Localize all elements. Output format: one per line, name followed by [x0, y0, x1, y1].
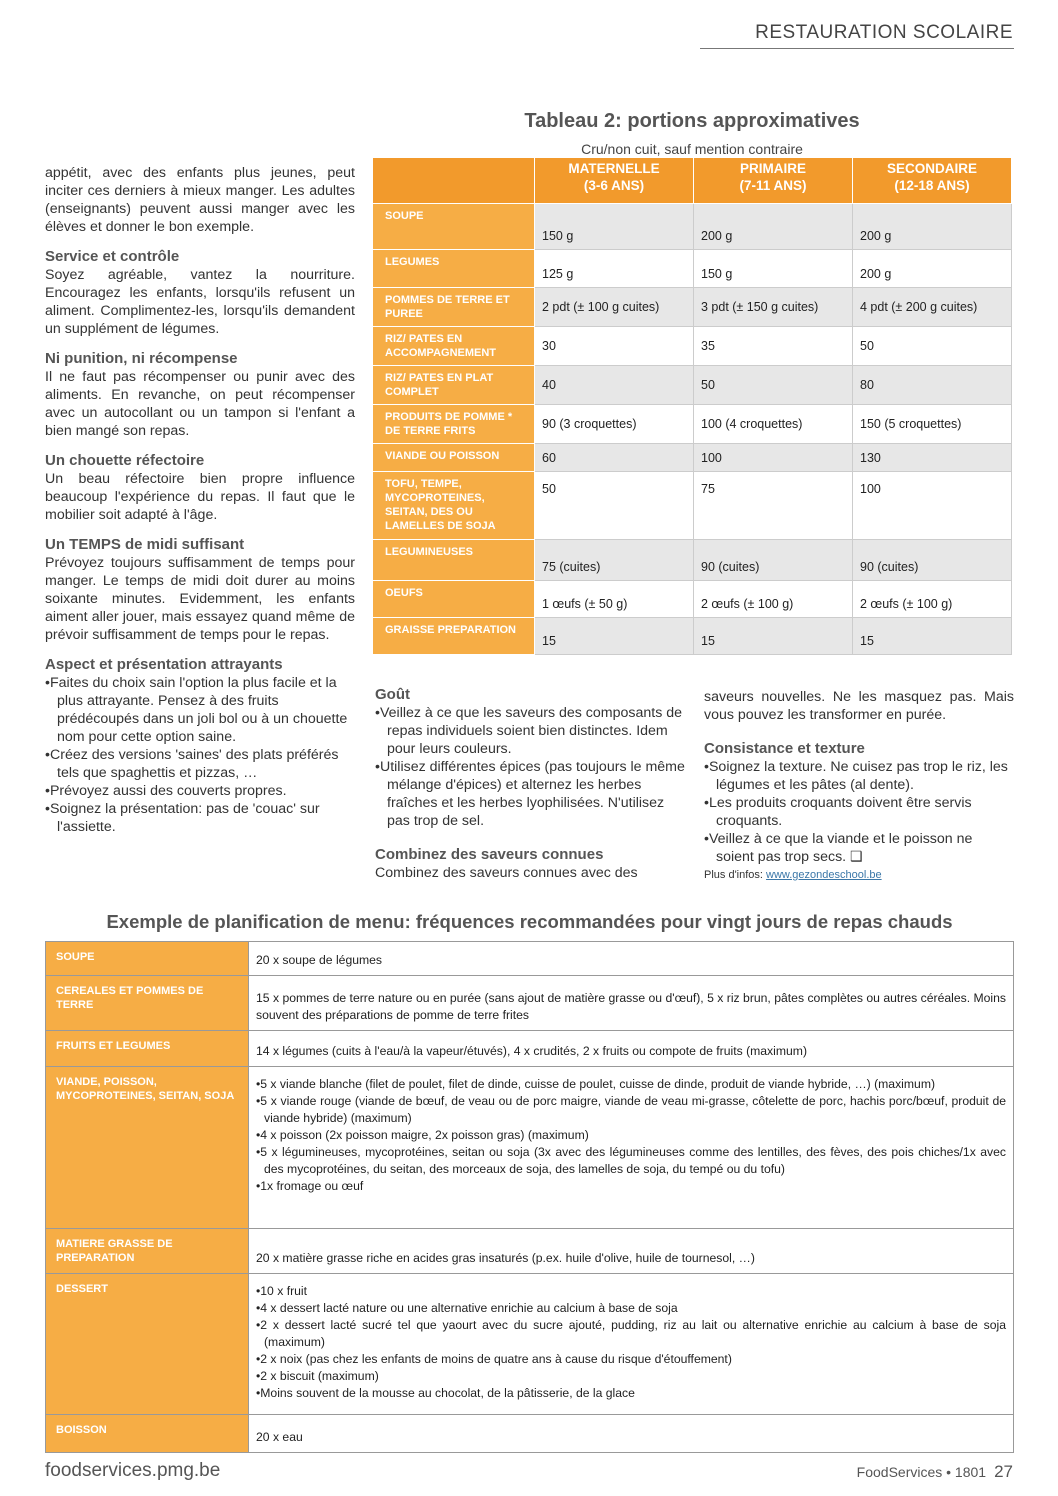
- bullet-item: • Veillez à ce que les saveurs des composants de repas individuels soient bien distinctes. Idem pour leurs couleurs.: [375, 704, 685, 758]
- table-cell: 15: [694, 618, 853, 655]
- menu-row: [46, 1274, 1014, 1415]
- bullet-item: • Prévoyez aussi des couverts propres.: [45, 782, 355, 800]
- menu-row-value: 20 x soupe de légumes: [249, 942, 1014, 976]
- table-row: [373, 581, 1012, 618]
- table-cell: 50: [694, 366, 853, 405]
- menu-row-label: CEREALES ET POMMES DE TERRE: [46, 976, 249, 1031]
- table-corner: [373, 158, 535, 204]
- menu-row-value: 15 x pommes de terre nature ou en purée (sans ajout de matière grasse ou d'œuf), 5 x riz brun, pâtes complètes ou autres céréales. Moins souvent des préparations de pomme de terre frites: [249, 976, 1014, 1031]
- table-cell: 15: [853, 618, 1012, 655]
- menu-row: [46, 976, 1014, 1031]
- table-row: [373, 288, 1012, 327]
- row-label: LEGUMES: [373, 250, 535, 288]
- footer-publication: [857, 1462, 1013, 1482]
- row-label: RIZ/ PATES EN PLAT COMPLET: [373, 366, 535, 405]
- table-row: [373, 472, 1012, 540]
- menu-row-value: 14 x légumes (cuits à l'eau/à la vapeur/étuvés), 4 x crudités, 2 x fruits ou compote de fruits (maximum): [249, 1031, 1014, 1067]
- bullet-item: • Soignez la présentation: pas de 'couac' sur l'assiette.: [45, 800, 355, 836]
- right-column: [704, 688, 1014, 884]
- paragraph-punition: Il ne faut pas récompenser ou punir avec des aliments. En revanche, on peut récompenser avec un autocollant ou un tampon si l'enfant a bien mangé son repas.: [45, 369, 355, 439]
- menu-line: •2 x biscuit (maximum): [256, 1369, 379, 1383]
- column-header-secondaire: SECONDAIRE (12-18 ANS): [853, 158, 1012, 204]
- heading-consistance: Consistance et texture: [704, 740, 865, 757]
- table-cell: 100: [694, 444, 853, 472]
- more-info-link[interactable]: www.gezondeschool.be: [766, 869, 882, 881]
- heading-combinez: Combinez des saveurs connues: [375, 846, 604, 863]
- table-cell: 100: [853, 472, 1012, 540]
- row-label: LEGUMINEUSES: [373, 540, 535, 581]
- left-column: [45, 164, 355, 836]
- heading-refectoire: Un chouette réfectoire: [45, 452, 205, 469]
- table-row: [373, 405, 1012, 444]
- table-cell: 80: [853, 366, 1012, 405]
- portions-table-title: Tableau 2: portions approximatives: [524, 110, 860, 132]
- bullet-item: • Faites du choix sain l'option la plus facile et la plus attrayante. Pensez à des fruits prédécoupés dans un joli bol ou à un chouette nom pour cette option saine.: [45, 674, 355, 746]
- menu-line: •5 x légumineuses, mycoprotéines, seitan ou soja (3x avec des légumineuses comme des lentilles, des fèves, des pois chiches/1x avec des mycoprotéines, du seitan, des morceaux de soja, des lamelles de soja, du tempé ou du tofu): [256, 1145, 1006, 1176]
- menu-row-value: 20 x eau: [249, 1415, 1014, 1453]
- table-cell: 30: [535, 327, 694, 366]
- portions-table-subtitle: Cru/non cuit, sauf mention contraire: [581, 141, 803, 157]
- menu-row-label: DESSERT: [46, 1274, 249, 1415]
- paragraph-refectoire: Un beau réfectoire bien propre influence beaucoup l'expérience du repas. Il faut que le mobilier soit adapté à l'âge.: [45, 471, 355, 523]
- table-cell: 150 (5 croquettes): [853, 405, 1012, 444]
- menu-row-value: 20 x matière grasse riche en acides gras insaturés (p.ex. huile d'olive, huile de tournesol, …): [249, 1229, 1014, 1274]
- menu-line: •4 x dessert lacté nature ou une alternative enrichie au calcium à base de soja: [256, 1301, 678, 1315]
- row-label: POMMES DE TERRE ET PUREE: [373, 288, 535, 327]
- table-cell: 2 pdt (± 100 g cuites): [535, 288, 694, 327]
- menu-row-value: [249, 1274, 1014, 1415]
- column-header-primaire: PRIMAIRE (7-11 ANS): [694, 158, 853, 204]
- menu-table-title: Exemple de planification de menu: fréquences recommandées pour vingt jours de repas chauds: [106, 911, 953, 932]
- menu-row-label: MATIERE GRASSE DE PREPARATION: [46, 1229, 249, 1274]
- heading-service: Service et contrôle: [45, 248, 180, 265]
- table-cell: 90 (cuites): [694, 540, 853, 581]
- paragraph-temps: Prévoyez toujours suffisamment de temps pour manger. Le temps de midi doit durer au moins soixante minutes. Evidemment, les enfants aiment aller jouer, mais essayez quand même de prévoir suffisamment de temps pour le repas.: [45, 555, 355, 643]
- table-cell: 2 œufs (± 100 g): [853, 581, 1012, 618]
- footer-site-url[interactable]: foodservices.pmg.be: [45, 1460, 221, 1481]
- header-divider: [700, 48, 1014, 49]
- table-row: [373, 444, 1012, 472]
- table-cell: 60: [535, 444, 694, 472]
- menu-row-label: VIANDE, POISSON, MYCOPROTEINES, SEITAN, SOJA: [46, 1067, 249, 1229]
- row-label: VIANDE OU POISSON: [373, 444, 535, 472]
- row-label: GRAISSE PREPARATION: [373, 618, 535, 655]
- section-header: RESTAURATION SCOLAIRE: [755, 22, 1013, 43]
- table-row: [373, 204, 1012, 250]
- row-label: OEUFS: [373, 581, 535, 618]
- row-label: SOUPE: [373, 204, 535, 250]
- bullet-item: • Veillez à ce que la viande et le poisson ne soient pas trop secs. ❑: [704, 830, 1014, 866]
- table-cell: 4 pdt (± 200 g cuites): [853, 288, 1012, 327]
- table-cell: 2 œufs (± 100 g): [694, 581, 853, 618]
- table-cell: 150 g: [535, 204, 694, 250]
- table-cell: 15: [535, 618, 694, 655]
- menu-line: •Moins souvent de la mousse au chocolat, de la pâtisserie, de la glace: [256, 1386, 635, 1400]
- table-cell: 40: [535, 366, 694, 405]
- heading-temps: Un TEMPS de midi suffisant: [45, 536, 245, 553]
- menu-row: [46, 1067, 1014, 1229]
- menu-row: [46, 1031, 1014, 1067]
- menu-row-value: [249, 1067, 1014, 1229]
- table-row: [373, 366, 1012, 405]
- table-row: [373, 618, 1012, 655]
- row-label: TOFU, TEMPE, MYCOPROTEINES, SEITAN, DES OU LAMELLES DE SOJA: [373, 472, 535, 540]
- menu-line: •10 x fruit: [256, 1284, 308, 1298]
- table-cell: 200 g: [694, 204, 853, 250]
- menu-line: •2 x noix (pas chez les enfants de moins de quatre ans à cause du risque d'étouffement): [256, 1352, 732, 1366]
- table-cell: 50: [535, 472, 694, 540]
- heading-aspect: Aspect et présentation attrayants: [45, 656, 283, 673]
- middle-column: [375, 674, 685, 882]
- menu-row-label: BOISSON: [46, 1415, 249, 1453]
- paragraph-combinez: Combinez des saveurs connues avec des: [375, 865, 638, 881]
- menu-line: •4 x poisson (2x poisson maigre, 2x poisson gras) (maximum): [256, 1128, 589, 1142]
- table-row: [373, 250, 1012, 288]
- menu-line: •5 x viande rouge (viande de bœuf, de veau ou de porc maigre, viande de veau mi-grasse, côtelette de porc, hachis porc/bœuf, produit de viande hybride) (maximum): [256, 1094, 1006, 1125]
- menu-table: [45, 941, 1014, 1453]
- table-cell: 50: [853, 327, 1012, 366]
- table-cell: 75: [694, 472, 853, 540]
- table-cell: 125 g: [535, 250, 694, 288]
- table-row: [373, 540, 1012, 581]
- menu-row: [46, 942, 1014, 976]
- menu-line: •2 x dessert lacté sucré tel que yaourt avec du sucre ajouté, pudding, riz au lait ou alternative enrichie au calcium à base de soja (maximum): [256, 1318, 1006, 1349]
- row-label: PRODUITS DE POMME * DE TERRE FRITS: [373, 405, 535, 444]
- paragraph-service: Soyez agréable, vantez la nourriture. Encouragez les enfants, lorsqu'ils refusent un aliment. Complimentez-les, lorsqu'ils demandent un supplément de légumes.: [45, 267, 355, 337]
- menu-row-label: FRUITS ET LEGUMES: [46, 1031, 249, 1067]
- column-header-maternelle: MATERNELLE (3-6 ANS): [535, 158, 694, 204]
- table-cell: 130: [853, 444, 1012, 472]
- bullet-item: • Utilisez différentes épices (pas toujours le même mélange d'épices) et alternez les herbes fraîches et les herbes lyophilisées. N'utilisez pas trop de sel.: [375, 758, 685, 830]
- table-cell: 90 (3 croquettes): [535, 405, 694, 444]
- row-label: RIZ/ PATES EN ACCOMPAGNEMENT: [373, 327, 535, 366]
- table-cell: 100 (4 croquettes): [694, 405, 853, 444]
- table-cell: 1 œufs (± 50 g): [535, 581, 694, 618]
- more-info: [704, 866, 1014, 884]
- menu-row: [46, 1415, 1014, 1453]
- menu-row-label: SOUPE: [46, 942, 249, 976]
- heading-gout: Goût: [375, 686, 410, 703]
- table-cell: 3 pdt (± 150 g cuites): [694, 288, 853, 327]
- footer-magazine: FoodServices • 1801: [856, 1464, 987, 1480]
- table-cell: 200 g: [853, 204, 1012, 250]
- bullet-item: • Créez des versions 'saines' des plats préférés tels que spaghettis et pizzas, …: [45, 746, 355, 782]
- bullet-item: • Les produits croquants doivent être servis croquants.: [704, 794, 1014, 830]
- menu-row: [46, 1229, 1014, 1274]
- paragraph-continuation: saveurs nouvelles. Ne les masquez pas. Mais vous pouvez les transformer en purée.: [704, 689, 1014, 723]
- page-number: 27: [994, 1462, 1013, 1481]
- table-cell: 75 (cuites): [535, 540, 694, 581]
- table-row: [373, 327, 1012, 366]
- heading-punition: Ni punition, ni récompense: [45, 350, 238, 367]
- table-cell: 200 g: [853, 250, 1012, 288]
- menu-line: •1x fromage ou œuf: [256, 1179, 364, 1193]
- intro-paragraph: appétit, avec des enfants plus jeunes, peut inciter ces derniers à mieux manger. Les adultes (enseignants) peuvent aussi manger avec les élèves et donner le bon exemple.: [45, 165, 355, 235]
- bullet-item: • Soignez la texture. Ne cuisez pas trop le riz, les légumes et les pâtes (al dente).: [704, 758, 1014, 794]
- portions-table: [372, 157, 1012, 655]
- menu-line: •5 x viande blanche (filet de poulet, filet de dinde, cuisse de poulet, cuisse de dinde, produit de viande hybride, …) (maximum): [256, 1077, 936, 1091]
- table-cell: 35: [694, 327, 853, 366]
- table-cell: 150 g: [694, 250, 853, 288]
- more-info-label: Plus d'infos:: [704, 869, 767, 881]
- table-cell: 90 (cuites): [853, 540, 1012, 581]
